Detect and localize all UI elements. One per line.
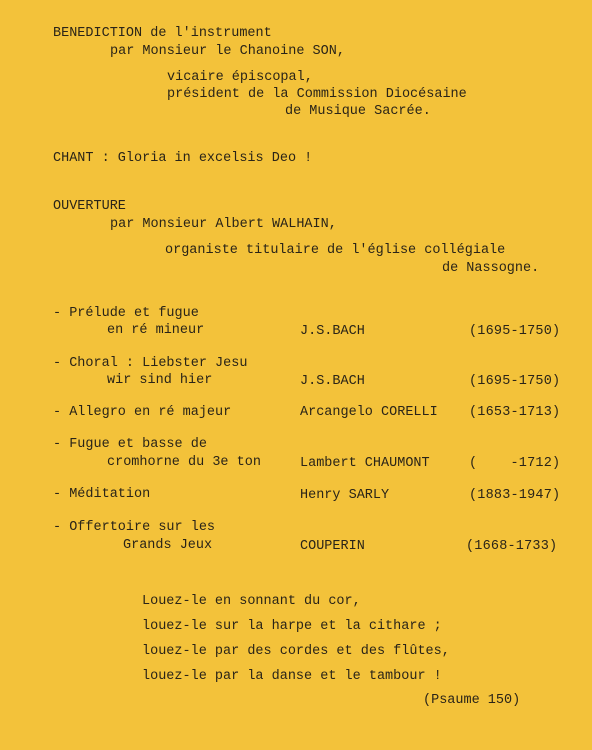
psalm-line-1: Louez-le en sonnant du cor,	[142, 594, 361, 609]
psalm-line-2: louez-le sur la harpe et la cithare ;	[142, 619, 442, 634]
program-item-subtitle: Grands Jeux	[123, 538, 213, 553]
chant-line: CHANT : Gloria in excelsis Deo !	[53, 151, 313, 166]
program-item-dates: (1653-1713)	[469, 405, 561, 420]
program-item-title: - Choral : Liebster Jesu	[53, 356, 248, 371]
program-item-title: - Prélude et fugue	[53, 306, 199, 321]
program-item-subtitle: wir sind hier	[107, 373, 213, 388]
program-item-composer: Lambert CHAUMONT	[300, 456, 430, 471]
program-item-dates: (1695-1750)	[469, 324, 561, 339]
program-item-composer: J.S.BACH	[300, 324, 365, 339]
benediction-title-1: vicaire épiscopal,	[167, 70, 313, 85]
program-item-title: - Méditation	[53, 487, 151, 502]
ouverture-role-1: organiste titulaire de l'église collégiale	[165, 243, 506, 258]
program-item-composer: Arcangelo CORELLI	[300, 405, 438, 420]
program-item-subtitle: en ré mineur	[107, 323, 205, 338]
program-item-title: - Fugue et basse de	[53, 437, 207, 452]
program-item-subtitle: cromhorne du 3e ton	[107, 455, 261, 470]
psalm-line-3: louez-le par des cordes et des flûtes,	[142, 644, 450, 659]
benediction-title-3: de Musique Sacrée.	[285, 104, 431, 119]
ouverture-performer: par Monsieur Albert WALHAIN,	[110, 217, 337, 232]
program-item-dates: (1668-1733)	[466, 539, 558, 554]
program-item-composer: Henry SARLY	[300, 488, 390, 503]
program-item-title: - Allegro en ré majeur	[53, 405, 232, 420]
program-item-composer: J.S.BACH	[300, 374, 365, 389]
benediction-officiant: par Monsieur le Chanoine SON,	[110, 44, 345, 59]
program-item-composer: COUPERIN	[300, 539, 365, 554]
benediction-title-2: président de la Commission Diocésaine	[167, 87, 467, 102]
program-item-dates: ( -1712)	[469, 456, 561, 471]
benediction-heading: BENEDICTION de l'instrument	[53, 26, 272, 41]
program-item-dates: (1883-1947)	[469, 488, 561, 503]
program-item-title: - Offertoire sur les	[53, 520, 216, 535]
program-item-dates: (1695-1750)	[469, 374, 561, 389]
ouverture-heading: OUVERTURE	[53, 199, 126, 214]
psalm-source: (Psaume 150)	[423, 693, 521, 708]
psalm-line-4: louez-le par la danse et le tambour !	[142, 669, 442, 684]
ouverture-role-2: de Nassogne.	[442, 261, 540, 276]
